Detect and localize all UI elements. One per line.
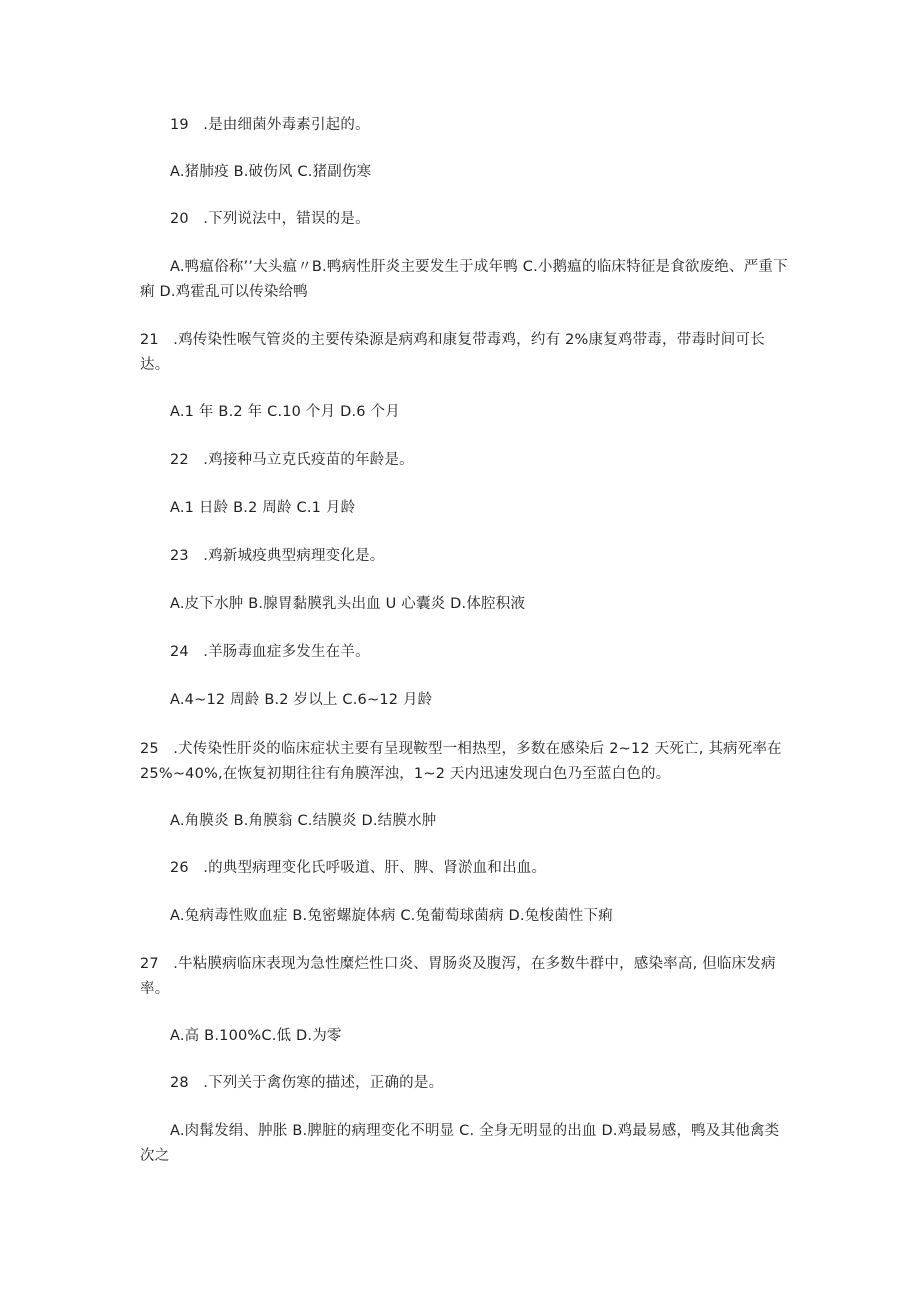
question-21: 21 .鸡传染性喉气管炎的主要传染源是病鸡和康复带毒鸡，约有 2%康复鸡带毒，带毒时间可长达。 [140, 332, 765, 373]
question-20: 20 .下列说法中，错误的是。 [170, 211, 370, 227]
options-22: A.1 日龄 B.2 周龄 C.1 月龄 [170, 500, 356, 516]
options-20: A.鸭瘟俗称’’大头瘟〃B.鸭病性肝炎主要发生于成年鸭 C.小鹅瘟的临床特征是食欲废绝、严重下痢 D.鸡霍乱可以传染给鸭 [140, 259, 788, 300]
options-27: A.高 B.100%C.低 D.为零 [170, 1028, 342, 1044]
options-28: A.肉髯发绢、肿胀 B.脾脏的病理变化不明显 C. 全身无明显的出血 D.鸡最易感，鸭及其他禽类次之 [140, 1123, 780, 1164]
question-24: 24 .羊肠毒血症多发生在羊。 [170, 644, 370, 660]
options-23: A.皮下水肿 B.腺胃黏膜乳头出血 U 心囊炎 D.体腔积液 [170, 596, 526, 612]
question-28: 28 .下列关于禽伤寒的描述，正确的是。 [170, 1075, 444, 1091]
question-19: 19 .是由细菌外毒素引起的。 [170, 117, 370, 133]
options-21: A.1 年 B.2 年 C.10 个月 D.6 个月 [170, 404, 400, 420]
options-25: A.角膜炎 B.角膜翁 C.结膜炎 D.结膜水肿 [170, 813, 437, 829]
options-26: A.兔病毒性败血症 B.兔密螺旋体病 C.兔葡萄球菌病 D.兔梭菌性下痢 [170, 908, 613, 924]
question-25: 25 .犬传染性肝炎的临床症状主要有呈现鞍型一相热型，多数在感染后 2~12 天死亡, 其病死率在 25%~40%,在恢复初期往往有角膜浑浊，1~2 天内迅速发现白色乃至蓝白色的。 [140, 741, 782, 782]
options-24: A.4~12 周龄 B.2 岁以上 C.6~12 月龄 [170, 692, 433, 708]
question-23: 23 .鸡新城疫典型病理变化是。 [170, 548, 385, 564]
question-26: 26 .的典型病理变化氏呼吸道、肝、脾、肾淤血和出血。 [170, 860, 547, 876]
options-19: A.猪肺疫 B.破伤风 C.猪副伤寒 [170, 164, 372, 180]
question-22: 22 .鸡接种马立克氏疫苗的年龄是。 [170, 452, 414, 468]
question-27: 27 .牛粘膜病临床表现为急性糜烂性口炎、胃肠炎及腹泻，在多数牛群中，感染率高, 但临床发病率。 [140, 956, 776, 997]
